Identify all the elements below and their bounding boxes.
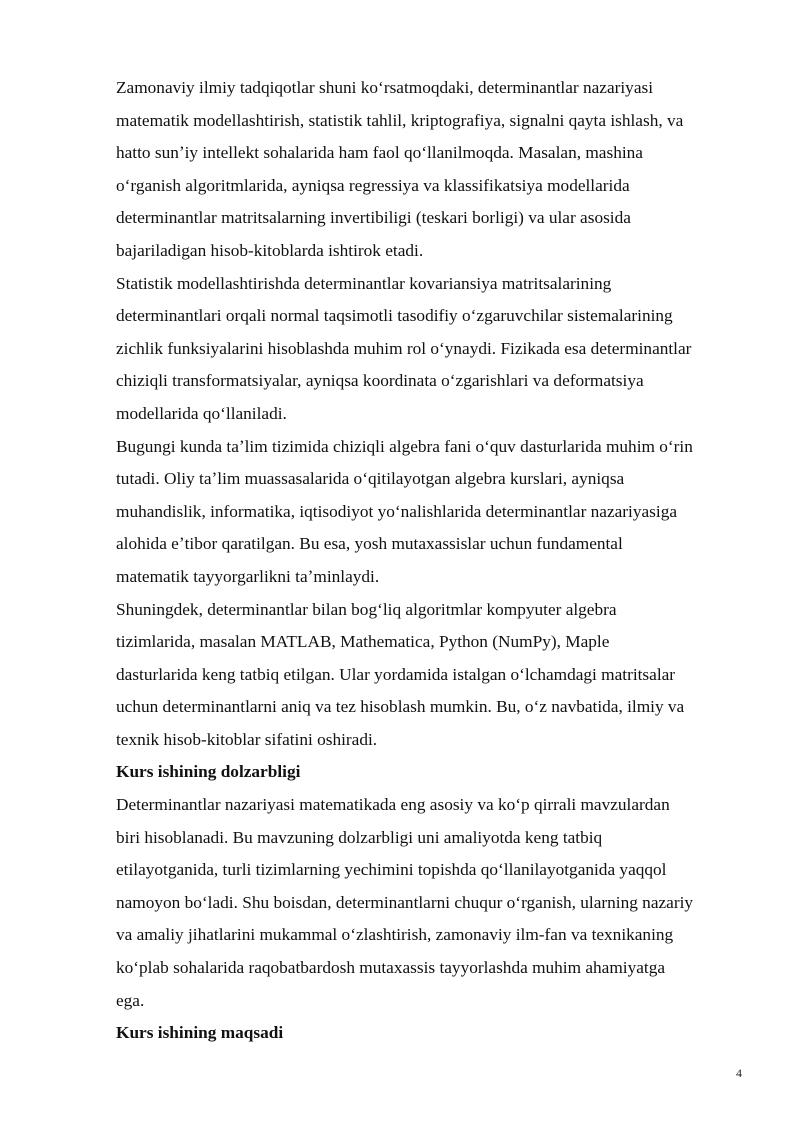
text-line: texnik hisob-kitoblar sifatini oshiradi.: [116, 729, 378, 749]
text-line: modellarida qoʻllaniladi.: [116, 403, 287, 423]
text-line: uchun determinantlarni aniq va tez hisoblash mumkin. Bu, oʻz navbatida, ilmiy va: [116, 697, 685, 717]
text-line: Zamonaviy ilmiy tadqiqotlar shuni koʻrsatmoqdaki, determinantlar nazariyasi: [116, 78, 654, 97]
text-line: Shuningdek, determinantlar bilan bogʻliq algoritmlar kompyuter algebra: [116, 599, 617, 619]
paragraph-education: [116, 431, 748, 594]
text-line: Determinantlar nazariyasi matematikada eng asosiy va koʻp qirrali mavzulardan: [116, 795, 670, 815]
paragraph-statistics: [116, 268, 748, 431]
text-line: determinantlar matritsalarning invertibiligi (teskari borligi) va ular asosida: [116, 208, 631, 228]
text-line: chiziqli transformatsiyalar, ayniqsa koordinata oʻzgarishlari va deformatsiya: [116, 371, 644, 391]
text-line: oʻrganish algoritmlarida, ayniqsa regressiya va klassifikatsiya modellarida: [116, 175, 630, 195]
text-line: koʻplab sohalarida raqobatbardosh mutaxassis tayyorlashda muhim ahamiyatga: [116, 958, 666, 978]
paragraph-modern-research: [116, 72, 748, 268]
text-line: matematik tayyorgarlikni taʼminlaydi.: [116, 566, 380, 586]
text-line: Bugungi kunda taʼlim tizimida chiziqli algebra fani oʻquv dasturlarida muhim oʻrin: [116, 436, 693, 456]
paragraph-software: [116, 594, 748, 757]
text-line: tizimlarida, masalan MATLAB, Mathematica, Python (NumPy), Maple: [116, 632, 610, 652]
text-line: muhandislik, informatika, iqtisodiyot yoʻnalishlarida determinantlar nazariyasiga: [116, 501, 678, 521]
text-line: hatto sunʼiy intellekt sohalarida ham faol qoʻllanilmoqda. Masalan, mashina: [116, 143, 643, 163]
text-line: dasturlarida keng tatbiq etilgan. Ular yordamida istalgan oʻlchamdagi matritsalar: [116, 664, 676, 684]
section-heading-relevance: Kurs ishining dolzarbligi: [116, 762, 301, 782]
page-number: 4: [736, 1066, 742, 1080]
text-line: Statistik modellashtirishda determinantlar kovariansiya matritsalarining: [116, 273, 612, 293]
document-body: [116, 72, 748, 1050]
text-line: zichlik funksiyalarini hisoblashda muhim rol oʻynaydi. Fizikada esa determinantlar: [116, 338, 692, 358]
text-line: determinantlari orqali normal taqsimotli tasodifiy oʻzgaruvchilar sistemalarining: [116, 306, 673, 326]
text-line: alohida eʼtibor qaratilgan. Bu esa, yosh mutaxassislar uchun fundamental: [116, 534, 623, 554]
text-line: va amaliy jihatlarini mukammal oʻzlashtirish, zamonaviy ilm-fan va texnikaning: [116, 925, 674, 945]
text-line: ega.: [116, 990, 145, 1010]
text-line: namoyon boʻladi. Shu boisdan, determinantlarni chuqur oʻrganish, ularning nazariy: [116, 892, 694, 912]
text-line: bajariladigan hisob-kitoblarda ishtirok etadi.: [116, 240, 424, 260]
text-line: etilayotganida, turli tizimlarning yechimini topishda qoʻllanilayotganida yaqqol: [116, 860, 667, 880]
text-line: biri hisoblanadi. Bu mavzuning dolzarbligi uni amaliyotda keng tatbiq: [116, 827, 603, 847]
paragraph-relevance: [116, 789, 748, 1017]
section-heading-goal: Kurs ishining maqsadi: [116, 1023, 284, 1043]
text-line: matematik modellashtirish, statistik tahlil, kriptografiya, signalni qayta ishlash, va: [116, 110, 684, 130]
text-line: tutadi. Oliy taʼlim muassasalarida oʻqitilayotgan algebra kurslari, ayniqsa: [116, 469, 625, 489]
